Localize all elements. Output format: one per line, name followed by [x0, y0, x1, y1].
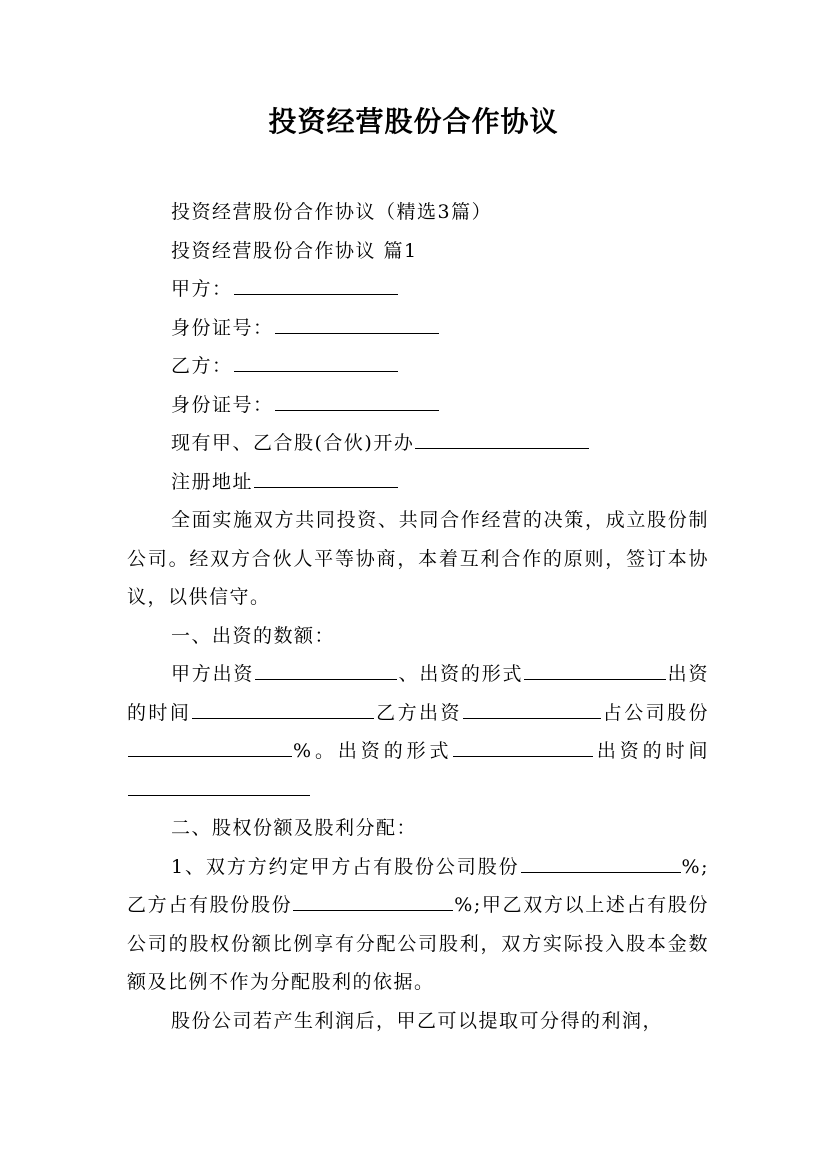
party-a-capital-form-blank: [524, 678, 666, 680]
party-b-label: 乙方：: [171, 355, 233, 377]
text-segment: 、出资的形式: [398, 663, 524, 685]
party-b-line: [127, 347, 709, 386]
party-a-id-label: 身份证号：: [171, 316, 274, 339]
paragraph-section-heading: 投资经营股份合作协议 篇1: [171, 239, 418, 262]
document-body: [127, 193, 709, 1040]
party-b-capital-time-blank: [128, 794, 310, 796]
text-segment: 1、双方方约定甲方占有股份公司股份: [171, 855, 520, 878]
text-segment: %;甲乙双方以上述占有股份公司的股权份额比例享有分配公司股利，双方实际投入股本金数额及比例不作为分配股利的依据。: [127, 894, 709, 993]
party-a-line: [127, 270, 709, 309]
clause-one-body: [127, 655, 709, 809]
party-b-share-blank: [128, 755, 292, 757]
party-b-id-blank: [275, 409, 439, 411]
text-segment: 占公司股份: [601, 701, 709, 724]
party-b-capital-form-blank: [453, 755, 593, 757]
paragraph-subtitle: 投资经营股份合作协议（精选3篇）: [171, 201, 493, 223]
business-label: 现有甲、乙合股(合伙)开办: [171, 432, 415, 454]
address-label: 注册地址: [171, 470, 254, 493]
party-a-capital-blank: [255, 678, 397, 680]
address-blank: [254, 486, 398, 488]
text-segment: %;乙方占有股份股份: [127, 855, 709, 916]
party-b-share-percent-blank: [293, 909, 453, 911]
party-a-id-line: [127, 309, 709, 348]
clause-one-heading: 一、出资的数额：: [171, 624, 336, 647]
text-segment: %。出资的形式: [293, 740, 453, 762]
paragraph-profit: 股份公司若产生利润后，甲乙可以提取可分得的利润，: [171, 1009, 664, 1032]
text-segment: 甲方出资: [171, 663, 255, 685]
text-segment: 出资的时间: [594, 740, 709, 762]
party-b-id-label: 身份证号：: [171, 393, 274, 416]
clause-two-body: [127, 848, 709, 1002]
party-a-label: 甲方：: [171, 278, 233, 300]
party-a-id-blank: [275, 332, 439, 334]
clause-two-heading: 二、股权份额及股利分配：: [171, 817, 418, 839]
party-b-id-line: [127, 386, 709, 425]
party-b-blank: [234, 370, 398, 372]
party-a-capital-time-blank: [192, 717, 374, 719]
paragraph-purpose: 全面实施双方共同投资、共同合作经营的决策，成立股份制公司。经双方合伙人平等协商，本着互利合作的原则，签订本协议，以供信守。: [127, 509, 709, 608]
party-a-share-blank: [521, 871, 681, 873]
text-segment: 乙方出资: [375, 701, 462, 724]
business-line: [127, 424, 709, 463]
party-b-capital-blank: [463, 717, 601, 719]
document-title: 投资经营股份合作协议: [268, 105, 559, 138]
party-a-blank: [234, 293, 398, 295]
text-segment: 出资的时间: [127, 663, 709, 724]
business-blank: [415, 447, 589, 449]
address-line: [127, 463, 709, 502]
